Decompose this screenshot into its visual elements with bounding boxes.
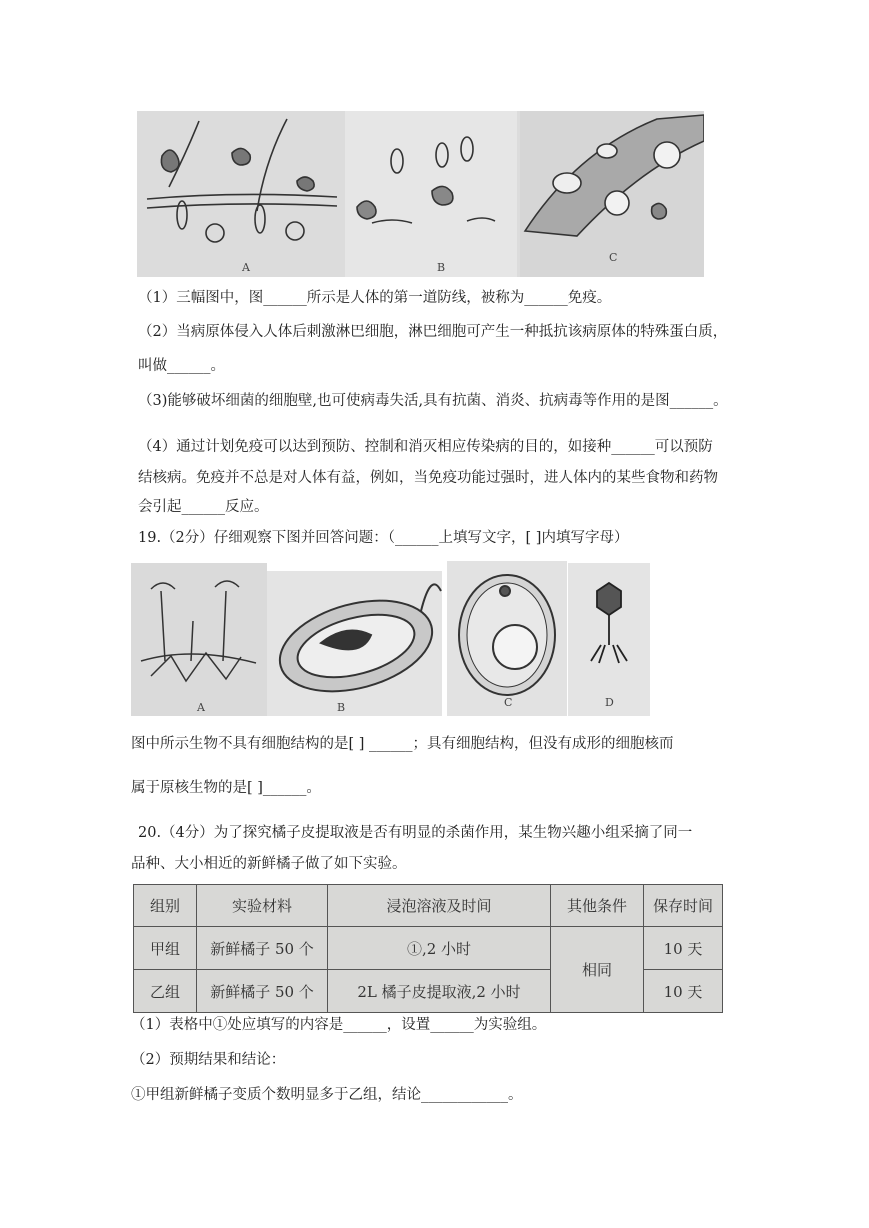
q18-part4-line3: 会引起______反应。 xyxy=(138,499,269,515)
row1-material: 新鲜橘子 50 个 xyxy=(197,927,328,970)
organism-c-yeast xyxy=(447,561,567,716)
row2-solution: 2L 橘子皮提取液,2 小时 xyxy=(328,970,551,1013)
fig1-label-b: B xyxy=(437,261,446,274)
row2-group: 乙组 xyxy=(134,970,197,1013)
organism-a-mold xyxy=(131,563,267,716)
panel-b-phagocytes xyxy=(345,111,517,277)
fig1-label-c: C xyxy=(609,251,618,264)
q18-part2-line1: （2）当病原体侵入人体后刺激淋巴细胞，淋巴细胞可产生一种抵抗该病原体的特殊蛋白质， xyxy=(138,324,728,340)
q18-part3: （3)能够破坏细菌的细胞壁,也可使病毒失活,具有抗菌、消炎、抗病毒等作用的是图______。 xyxy=(138,393,728,409)
q20-sub3: ①甲组新鲜橘子变质个数明显多于乙组，结论____________。 xyxy=(131,1087,523,1103)
header-other: 其他条件 xyxy=(551,885,644,927)
organisms-figure xyxy=(131,561,651,716)
fig2-label-d: D xyxy=(605,696,614,709)
q18-part2-line2: 叫做______。 xyxy=(138,358,225,374)
immune-defense-drawing xyxy=(137,111,704,277)
row1-solution: ①,2 小时 xyxy=(328,927,551,970)
q20-sub1: （1）表格中①处应填写的内容是______，设置______为实验组。 xyxy=(131,1017,547,1033)
q19-answer-line2: 属于原核生物的是[ ]______。 xyxy=(131,780,321,796)
panel-a-skin xyxy=(147,119,337,242)
q18-part4-line1: （4）通过计划免疫可以达到预防、控制和消灭相应传染病的目的，如接种______可以预防 xyxy=(138,439,713,455)
q20-intro-line2: 品种、大小相近的新鲜橘子做了如下实验。 xyxy=(131,856,407,872)
row1-group: 甲组 xyxy=(134,927,197,970)
q18-part4-line2: 结核病。免疫并不总是对人体有益，例如，当免疫功能过强时，进人体内的某些食物和药物 xyxy=(138,470,718,486)
fig2-label-a: A xyxy=(197,701,205,714)
header-solution: 浸泡溶液及时间 xyxy=(328,885,551,927)
q19-answer-line1: 图中所示生物不具有细胞结构的是[ ] ______；具有细胞结构，但没有成形的细胞核而 xyxy=(131,736,674,752)
fig2-label-c: C xyxy=(504,696,513,709)
q19-title: 19.（2分）仔细观察下图并回答问题：（______上填写文字，[ ]内填写字母） xyxy=(138,530,629,546)
fig2-label-b: B xyxy=(337,701,346,714)
table-header-row xyxy=(134,885,723,927)
experiment-table xyxy=(133,884,723,1013)
row2-time: 10 天 xyxy=(644,970,723,1013)
fig1-label-a: A xyxy=(242,261,250,274)
row1-time: 10 天 xyxy=(644,927,723,970)
q20-sub2: （2）预期结果和结论： xyxy=(131,1052,286,1068)
q20-intro-line1: 20.（4分）为了探究橘子皮提取液是否有明显的杀菌作用，某生物兴趣小组采摘了同一 xyxy=(138,825,693,841)
immune-defense-figure xyxy=(137,111,704,277)
organism-b-bacterium xyxy=(267,571,442,716)
q18-part1: （1）三幅图中，图______所示是人体的第一道防线，被称为______免疫。 xyxy=(138,290,612,306)
row2-material: 新鲜橘子 50 个 xyxy=(197,970,328,1013)
table-row xyxy=(134,927,723,970)
organism-d-virus xyxy=(568,563,650,716)
other-conditions: 相同 xyxy=(551,927,644,1013)
header-material: 实验材料 xyxy=(197,885,328,927)
header-group: 组别 xyxy=(134,885,197,927)
organisms-drawing xyxy=(131,561,651,716)
header-time: 保存时间 xyxy=(644,885,723,927)
